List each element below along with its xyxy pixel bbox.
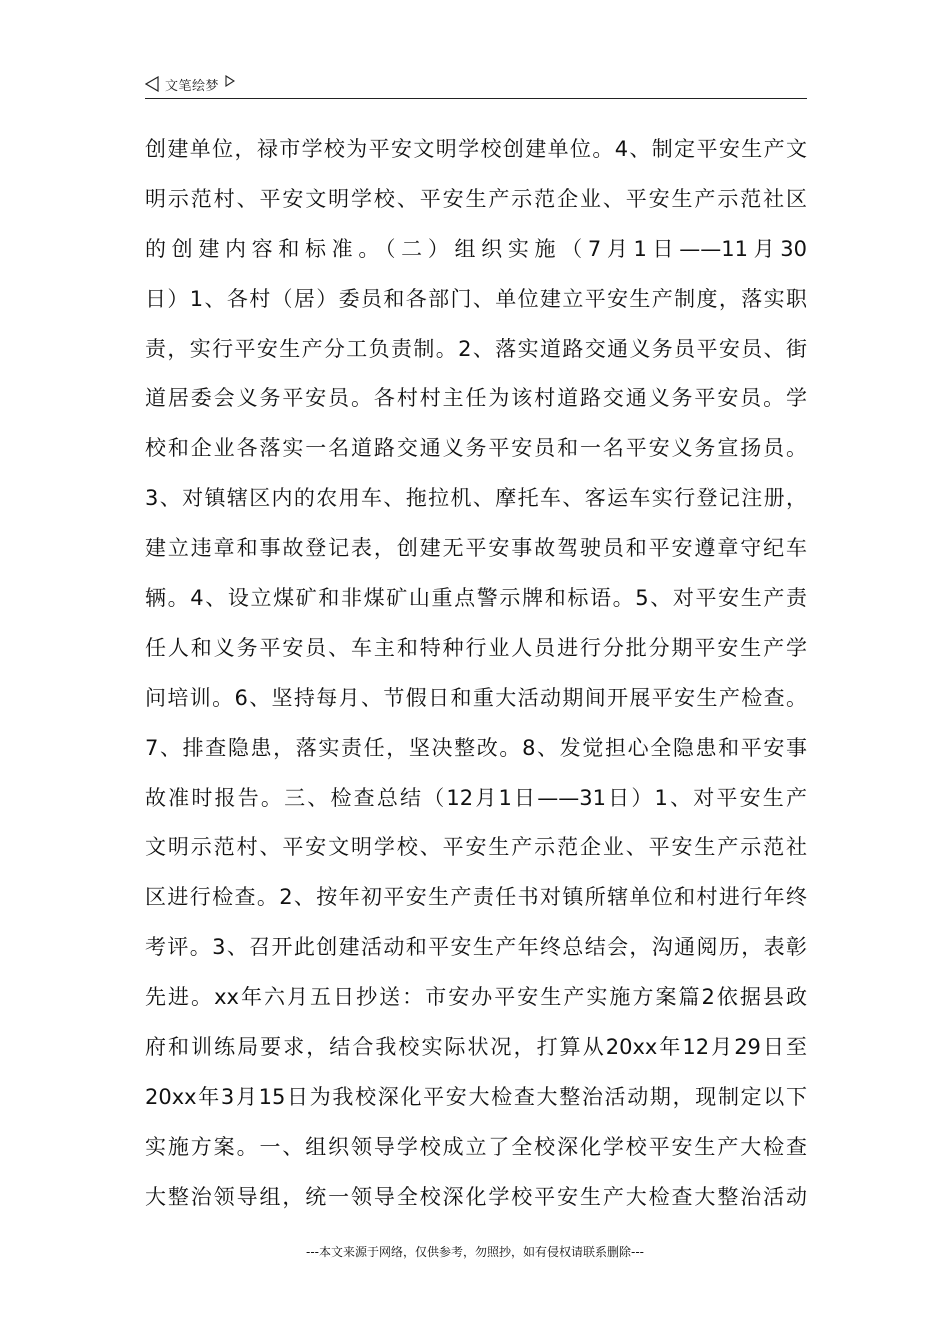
text-line: 建立违章和事故登记表，创建无平安事故驾驶员和平安遵章守纪车	[145, 536, 807, 561]
text-line: 道居委会义务平安员。各村村主任为该村道路交通义务平安员。学	[145, 386, 807, 411]
text-line: 3、对镇辖区内的农用车、拖拉机、摩托车、客运车实行登记注册，	[145, 486, 807, 511]
text-line: 日）1、各村（居）委员和各部门、单位建立平安生产制度，落实职	[145, 286, 807, 311]
document-body	[145, 125, 807, 1223]
text-line: 问培训。6、坚持每月、节假日和重大活动期间开展平安生产检查。	[145, 685, 807, 710]
triangle-left-icon	[145, 76, 159, 92]
text-line: 故准时报告。三、检查总结（12月1日——31日）1、对平安生产	[145, 785, 807, 810]
text-line: 区进行检查。2、按年初平安生产责任书对镇所辖单位和村进行年终	[145, 885, 807, 910]
footer-notice: ---本文来源于网络，仅供参考，勿照抄，如有侵权请联系删除---	[306, 1245, 644, 1259]
text-line: 府和训练局要求，结合我校实际状况，打算从20xx年12月29日至	[145, 1035, 807, 1060]
text-line: 大整治领导组，统一领导全校深化学校平安生产大检查大整治活动	[145, 1184, 807, 1209]
text-line: 先进。xx年六月五日抄送：市安办平安生产实施方案篇2依据县政	[145, 985, 807, 1010]
text-line: 辆。4、设立煤矿和非煤矿山重点警示牌和标语。5、对平安生产责	[145, 586, 807, 611]
header-row	[145, 74, 807, 94]
text-line: 创建单位，禄市学校为平安文明学校创建单位。4、制定平安生产文	[145, 137, 807, 161]
text-line: 实施方案。一、组织领导学校成立了全校深化学校平安生产大检查	[145, 1134, 807, 1159]
text-line: 文明示范村、平安文明学校、平安生产示范企业、平安生产示范社	[145, 835, 807, 860]
text-line: 的创建内容和标准。（二）组织实施（7月1日——11月30	[145, 236, 807, 261]
page-header	[145, 74, 807, 99]
text-line: 考评。3、召开此创建活动和平安生产年终总结会，沟通阅历，表彰	[145, 935, 807, 960]
text-line: 20xx年3月15日为我校深化平安大检查大整治活动期，现制定以下	[145, 1084, 807, 1109]
text-line: 责，实行平安生产分工负责制。2、落实道路交通义务员平安员、街	[145, 336, 807, 361]
text-line: 7、排查隐患，落实责任，坚决整改。8、发觉担心全隐患和平安事	[145, 735, 807, 760]
text-line: 任人和义务平安员、车主和特种行业人员进行分批分期平安生产学	[145, 635, 807, 660]
header-title: 文笔绘梦	[165, 78, 220, 94]
text-line: 明示范村、平安文明学校、平安生产示范企业、平安生产示范社区	[145, 186, 807, 211]
triangle-right-icon	[225, 75, 235, 87]
text-line: 校和企业各落实一名道路交通义务平安员和一名平安义务宣扬员。	[145, 436, 807, 461]
